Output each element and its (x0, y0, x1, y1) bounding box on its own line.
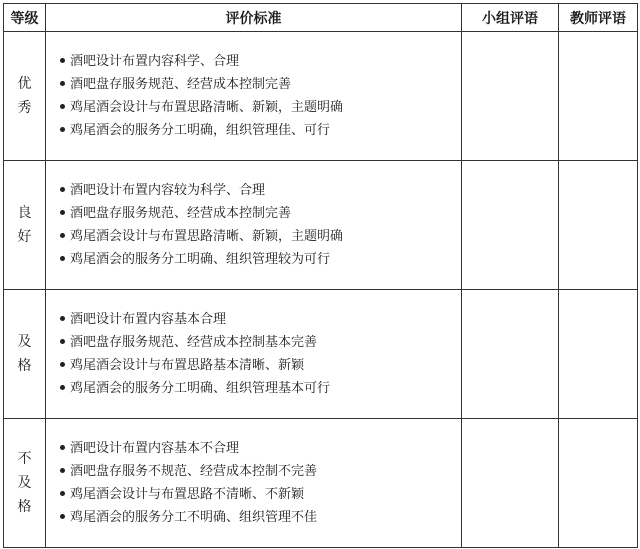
criteria-cell (46, 419, 462, 548)
list-item (60, 96, 461, 119)
criteria-text: 酒吧盘存服务规范、经营成本控制完善 (70, 206, 292, 221)
criteria-text: 酒吧盘存服务规范、经营成本控制基本完善 (70, 335, 318, 350)
list-item (60, 377, 461, 400)
bullet-icon (60, 339, 65, 344)
list-item (60, 460, 461, 483)
header-criteria: 评价标准 (46, 4, 462, 32)
criteria-text: 酒吧设计布置内容较为科学、合理 (70, 183, 266, 198)
grade-char: 秀 (17, 100, 32, 116)
criteria-text: 鸡尾酒会的服务分工明确，组织管理佳、可行 (70, 123, 331, 138)
criteria-text: 酒吧设计布置内容基本合理 (70, 312, 227, 327)
group-comment-cell[interactable] (462, 419, 559, 548)
bullet-icon (60, 233, 65, 238)
list-item (60, 506, 461, 529)
bullet-icon (60, 491, 65, 496)
table-row (4, 290, 638, 419)
grade-cell (4, 161, 46, 290)
criteria-text: 鸡尾酒会设计与布置思路不清晰、不新颖 (70, 487, 305, 502)
grade-char: 优 (17, 76, 32, 92)
bullet-icon (60, 385, 65, 390)
table-row (4, 161, 638, 290)
criteria-text: 鸡尾酒会设计与布置思路清晰、新颖，主题明确 (70, 100, 344, 115)
criteria-list (60, 179, 461, 271)
grade-char: 好 (17, 229, 32, 245)
grade-cell (4, 32, 46, 161)
teacher-comment-cell[interactable] (559, 290, 638, 419)
list-item (60, 248, 461, 271)
grade-char: 不 (17, 451, 32, 467)
grade-cell (4, 290, 46, 419)
grade-char: 格 (17, 499, 32, 515)
teacher-comment-cell[interactable] (559, 419, 638, 548)
bullet-icon (60, 104, 65, 109)
header-grade: 等级 (4, 4, 46, 32)
grade-cell (4, 419, 46, 548)
bullet-icon (60, 362, 65, 367)
list-item (60, 119, 461, 142)
table-row (4, 32, 638, 161)
table-header-row (4, 4, 638, 32)
teacher-comment-cell[interactable] (559, 161, 638, 290)
bullet-icon (60, 514, 65, 519)
criteria-text: 鸡尾酒会设计与布置思路基本清晰、新颖 (70, 358, 305, 373)
criteria-cell (46, 161, 462, 290)
criteria-text: 酒吧盘存服务不规范、经营成本控制不完善 (70, 464, 318, 479)
criteria-text: 鸡尾酒会的服务分工不明确、组织管理不佳 (70, 510, 318, 525)
bullet-icon (60, 58, 65, 63)
bullet-icon (60, 316, 65, 321)
grade-char: 及 (17, 334, 32, 350)
list-item (60, 483, 461, 506)
group-comment-cell[interactable] (462, 32, 559, 161)
criteria-text: 酒吧设计布置内容基本不合理 (70, 441, 240, 456)
group-comment-cell[interactable] (462, 161, 559, 290)
criteria-list (60, 437, 461, 529)
criteria-text: 酒吧盘存服务规范、经营成本控制完善 (70, 77, 292, 92)
list-item (60, 331, 461, 354)
criteria-list (60, 50, 461, 142)
criteria-text: 酒吧设计布置内容科学、合理 (70, 54, 240, 69)
evaluation-table (3, 3, 638, 548)
list-item (60, 73, 461, 96)
header-teacher-comment: 教师评语 (559, 4, 638, 32)
group-comment-cell[interactable] (462, 290, 559, 419)
grade-char: 及 (17, 475, 32, 491)
header-group-comment: 小组评语 (462, 4, 559, 32)
bullet-icon (60, 81, 65, 86)
criteria-text: 鸡尾酒会的服务分工明确、组织管理基本可行 (70, 381, 331, 396)
bullet-icon (60, 256, 65, 261)
bullet-icon (60, 468, 65, 473)
bullet-icon (60, 210, 65, 215)
list-item (60, 179, 461, 202)
criteria-cell (46, 290, 462, 419)
list-item (60, 308, 461, 331)
bullet-icon (60, 445, 65, 450)
criteria-cell (46, 32, 462, 161)
criteria-text: 鸡尾酒会的服务分工明确、组织管理较为可行 (70, 252, 331, 267)
list-item (60, 225, 461, 248)
list-item (60, 202, 461, 225)
list-item (60, 437, 461, 460)
bullet-icon (60, 127, 65, 132)
list-item (60, 50, 461, 73)
list-item (60, 354, 461, 377)
grade-char: 格 (17, 358, 32, 374)
criteria-text: 鸡尾酒会设计与布置思路清晰、新颖，主题明确 (70, 229, 344, 244)
criteria-list (60, 308, 461, 400)
teacher-comment-cell[interactable] (559, 32, 638, 161)
table-row (4, 419, 638, 548)
bullet-icon (60, 187, 65, 192)
grade-char: 良 (17, 205, 32, 221)
